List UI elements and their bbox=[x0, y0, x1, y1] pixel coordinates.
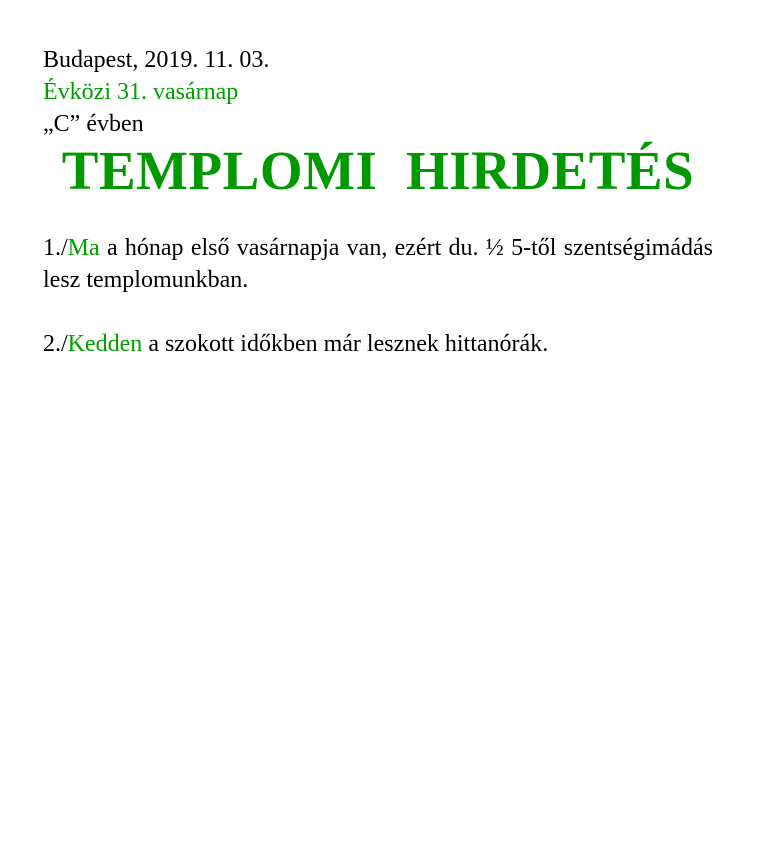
announcement-keyword: Kedden bbox=[67, 331, 143, 357]
announcement-text: a szokott időkben már lesznek hittanórák. bbox=[142, 331, 549, 357]
document-page bbox=[43, 44, 713, 360]
announcement-2 bbox=[43, 328, 713, 360]
page-title: TEMPLOMI HIRDETÉS bbox=[61, 140, 695, 201]
announcement-text: a hónap első vasárnapja van, ezért du. ½ 5-től szentségimádás lesz templomunkban. bbox=[43, 235, 713, 293]
announcement-number: 2./ bbox=[43, 331, 68, 357]
year-cycle: „C” évben bbox=[43, 111, 144, 137]
announcement-1 bbox=[43, 232, 713, 296]
announcement-keyword: Ma bbox=[67, 235, 100, 261]
place-date: Budapest, 2019. 11. 03. bbox=[43, 47, 270, 73]
liturgical-day: Évközi 31. vasárnap bbox=[43, 79, 239, 105]
announcement-number: 1./ bbox=[43, 235, 68, 261]
